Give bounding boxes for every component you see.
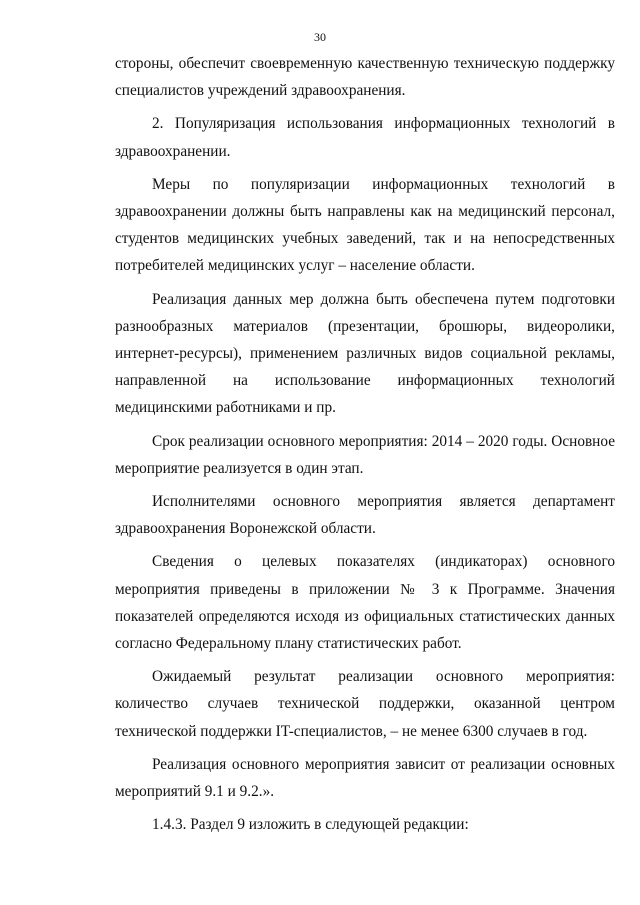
paragraph: Исполнителями основного мероприятия является департамент здравоохранения Воронежской области. (115, 493, 615, 538)
page-number: 30 (314, 30, 326, 44)
paragraph: Сведения о целевых показателях (индикаторах) основного мероприятия приведены в приложении № 3 к Программе. Значения показателей определяются исходя из официальных статистических данных согласно Федеральному плану статистических работ. (115, 553, 615, 653)
paragraph: 2. Популяризация использования информационных технологий в здравоохранении. (115, 115, 615, 160)
paragraph: Срок реализации основного мероприятия: 2014 – 2020 годы. Основное мероприятие реализуется в один этап. (115, 432, 615, 477)
paragraph: Ожидаемый результат реализации основного мероприятия: количество случаев технической поддержки, оказанной центром технической поддержки IT-специалистов, – не менее 6300 случаев в год. (115, 668, 615, 740)
paragraph: Реализация основного мероприятия зависит от реализации основных мероприятий 9.1 и 9.2.». (115, 755, 615, 801)
document-body (115, 50, 615, 838)
paragraph: Меры по популяризации информационных технологий в здравоохранении должны быть направлены как на медицинский персонал, студентов медицинских учебных заведений, так и на непосредственных потребителей медицинских услуг – население области. (115, 175, 615, 275)
paragraph: стороны, обеспечит своевременную качественную техническую поддержку специалистов учреждений здравоохранения. (115, 55, 615, 100)
paragraph: Реализация данных мер должна быть обеспечена путем подготовки разнообразных материалов (презентации, брошюры, видеоролики, интернет-ресурсы), применением различных видов социальной рекламы, направленной на использование информационных технологий медицинскими работниками и пр. (115, 290, 615, 417)
paragraph: 1.4.3. Раздел 9 изложить в следующей редакции: (152, 816, 469, 834)
